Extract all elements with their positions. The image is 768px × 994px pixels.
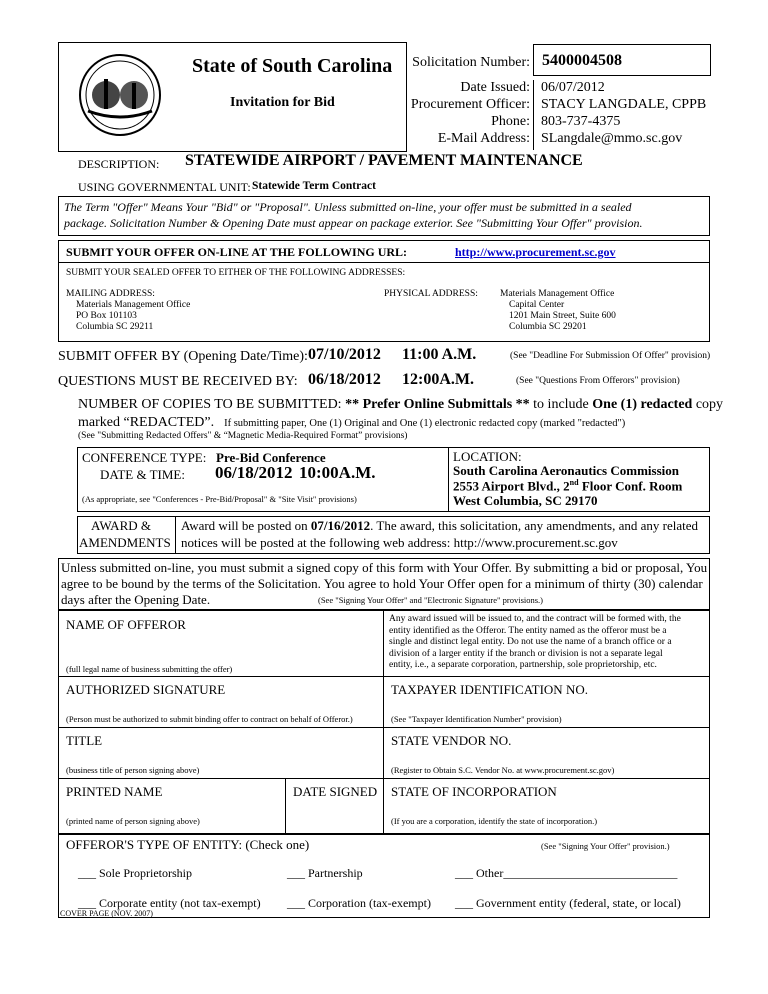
entity-disclaimer-line: single and distinct legal entity. Do not use the name of a branch office or a [389, 637, 672, 647]
using-unit-label: USING GOVERNMENTAL UNIT: [78, 180, 251, 194]
solicitation-number: 5400004508 [542, 52, 622, 69]
entity-disclaimer-line: division of a larger entity if the branch or division is not a separate legal [389, 648, 663, 659]
submit-divider [58, 262, 710, 263]
procurement-url-link[interactable]: http://www.procurement.sc.gov [455, 245, 616, 259]
using-unit-value: Statewide Term Contract [252, 180, 376, 192]
conference-time: 10:00A.M. [299, 463, 376, 482]
authorized-signature-label: AUTHORIZED SIGNATURE [66, 682, 226, 697]
conference-type-label: CONFERENCE TYPE: [82, 450, 207, 465]
entity-option-partnership[interactable]: ___ Partnership [287, 866, 363, 880]
signing-note: (See "Signing Your Offer" and "Electronic Signature" provisions.) [318, 595, 544, 605]
award-label-1: AWARD & [91, 518, 151, 533]
mailing-line: Materials Management Office [76, 300, 191, 310]
entity-disclaimer [389, 614, 681, 672]
date-issued-label: Date Issued: [460, 80, 530, 95]
taxpayer-id-note: (See "Taxpayer Identification Number" provision) [391, 714, 562, 724]
award-line2: notices will be posted at the following web address: http://www.procurement.sc.gov [181, 535, 618, 550]
mailing-line: Columbia SC 29211 [76, 322, 154, 332]
conference-dt-label: DATE & TIME: [100, 467, 185, 482]
offer-notice-line1: The Term "Offer" Means Your "Bid" or "Proposal". Unless submitted on-line, your offer must be submitted in a sealed [64, 200, 632, 214]
procurement-officer-label: Procurement Officer: [410, 97, 530, 112]
entity-disclaimer-line: entity identified as the Offeror. The entity named as the offeror must be a [389, 625, 667, 636]
physical-line: Columbia SC 29201 [509, 322, 587, 332]
authorized-signature-note: (Person must be authorized to submit binding offer to contract on behalf of Offeror.) [66, 714, 353, 724]
offer-deadline-date: 07/10/2012 [308, 346, 381, 363]
location-line1: South Carolina Aeronautics Commission [453, 463, 679, 478]
copies-redacted: marked “REDACTED”. [78, 415, 215, 430]
vendor-no-note: (Register to Obtain S.C. Vendor No. at www.procurement.sc.gov) [391, 765, 615, 775]
phone: 803-737-4375 [541, 114, 621, 129]
award-date: 07/16/2012 [310, 518, 371, 533]
conference-divider [448, 447, 449, 512]
entity-option-other[interactable]: ___ Other_____________________________ [455, 866, 678, 880]
entity-option-sole-proprietorship[interactable]: ___ Sole Proprietorship [78, 866, 192, 880]
contact-divider [533, 80, 534, 150]
procurement-officer: STACY LANGDALE, CPPB [541, 97, 707, 112]
entity-option-corporation-exempt[interactable]: ___ Corporation (tax-exempt) [287, 896, 431, 910]
taxpayer-id-label: TAXPAYER IDENTIFICATION NO. [391, 682, 588, 697]
award-divider [175, 516, 176, 554]
online-submit-label: SUBMIT YOUR OFFER ON-LINE AT THE FOLLOWING URL: [66, 245, 408, 259]
vendor-no-label: STATE VENDOR NO. [391, 733, 512, 748]
copies-line2 [78, 413, 625, 431]
physical-line: 1201 Main Street, Suite 600 [509, 311, 616, 321]
offeror-name-label: NAME OF OFFEROR [66, 617, 186, 632]
conference-date: 06/18/2012 [215, 463, 293, 482]
copies-note: (See "Submitting Redacted Offers" & “Magnetic Media-Required Format” provisions) [78, 431, 408, 441]
phone-label: Phone: [491, 114, 530, 129]
offeror-name-note: (full legal name of business submitting the offer) [66, 664, 233, 674]
footer-cover-page: COVER PAGE (NOV. 2007) [60, 909, 153, 918]
location-line3: West Columbia, SC 29170 [453, 493, 598, 508]
location-line2-post: Floor Conf. Room [578, 478, 683, 494]
offer-deadline-note: (See "Deadline For Submission Of Offer" provision) [510, 351, 711, 361]
signing-line3: days after the Opening Date. [61, 592, 211, 607]
state-seal [78, 53, 162, 137]
description-value: STATEWIDE AIRPORT / PAVEMENT MAINTENANCE [185, 152, 583, 169]
copies-label: NUMBER OF COPIES TO BE SUBMITTED: [78, 397, 342, 412]
conference-note: (As appropriate, see "Conferences - Pre-Bid/Proposal" & "Site Visit" provisions) [82, 494, 357, 504]
state-title: State of South Carolina [192, 55, 393, 77]
incorporation-note: (If you are a corporation, identify the state of incorporation.) [391, 816, 598, 826]
sealed-submit-label: SUBMIT YOUR SEALED OFFER TO EITHER OF THE FOLLOWING ADDRESSES: [66, 268, 406, 278]
copies-paper: If submitting paper, One (1) Original and One (1) electronic redacted copy (marked "redacted") [224, 418, 626, 429]
entity-option-government[interactable]: ___ Government entity (federal, state, or local) [455, 896, 681, 910]
questions-deadline-date: 06/18/2012 [308, 371, 381, 388]
offer-deadline-label: SUBMIT OFFER BY (Opening Date/Time): [58, 349, 308, 364]
doc-type: Invitation for Bid [230, 95, 335, 110]
mailing-line: PO Box 101103 [76, 311, 137, 321]
copies-bold2: One (1) redacted [592, 397, 693, 412]
entity-disclaimer-line: Any award issued will be issued to, and the contract will be formed with, the [389, 614, 681, 624]
copies-end: copy [695, 397, 724, 412]
conference-type: Pre-Bid Conference [216, 450, 326, 465]
award-line1 [181, 518, 698, 534]
incorporation-label: STATE OF INCORPORATION [391, 784, 557, 799]
description-label: DESCRIPTION: [78, 157, 160, 171]
questions-deadline-note: (See "Questions From Offerors" provision) [516, 376, 680, 386]
copies-line1 [78, 397, 723, 413]
location-line2 [453, 478, 682, 494]
questions-deadline-time: 12:00A.M. [402, 371, 474, 388]
location-label: LOCATION: [453, 449, 522, 464]
physical-line: Materials Management Office [500, 289, 615, 299]
title-note: (business title of person signing above) [66, 765, 200, 775]
entity-option-corporate-not-exempt[interactable]: ___ Corporate entity (not tax-exempt) [78, 896, 261, 910]
signing-line1: Unless submitted on-line, you must submit a signed copy of this form with Your Offer. By submitting a bid or proposal, You [61, 560, 708, 575]
location-line2-sup: nd [569, 478, 579, 487]
mailing-address-label: MAILING ADDRESS: [66, 289, 155, 299]
date-signed-label: DATE SIGNED [293, 784, 378, 799]
date-issued: 06/07/2012 [541, 80, 605, 95]
email-label: E-Mail Address: [437, 131, 530, 146]
solicitation-label: Solicitation Number: [412, 55, 530, 70]
printed-name-label: PRINTED NAME [66, 784, 163, 799]
email: SLangdale@mmo.sc.gov [541, 131, 683, 146]
physical-line: Capital Center [509, 300, 565, 310]
offer-notice-line2: package. Solicitation Number & Opening Date must appear on package exterior. See "Submitting Your Offer" provision. [64, 216, 643, 230]
signing-line2: agree to be bound by the terms of the Solicitation. You agree to hold Your Offer open for a minimum of thirty (30) calendar [61, 576, 703, 591]
entity-type-note: (See "Signing Your Offer" provision.) [541, 841, 670, 851]
title-label: TITLE [66, 733, 103, 748]
questions-deadline-label: QUESTIONS MUST BE RECEIVED BY: [58, 374, 298, 389]
copies-bold1: ** Prefer Online Submittals ** [345, 397, 530, 412]
entity-disclaimer-line: entity, i.e., a separate corporation, partnership, sole proprietorship, etc. [389, 660, 657, 670]
award-line1-a: Award will be posted on [181, 518, 308, 533]
copies-mid: to include [533, 397, 589, 412]
award-line1-b: . The award, this solicitation, any amendments, and any related [370, 518, 699, 533]
entity-type-label: OFFEROR'S TYPE OF ENTITY: (Check one) [66, 837, 310, 852]
award-label-2: AMENDMENTS [79, 535, 171, 550]
printed-name-note: (printed name of person signing above) [66, 816, 200, 826]
location-line2-pre: 2553 Airport Blvd., 2 [453, 478, 570, 494]
offer-deadline-time: 11:00 A.M. [402, 346, 477, 363]
physical-address-label: PHYSICAL ADDRESS: [384, 289, 478, 299]
